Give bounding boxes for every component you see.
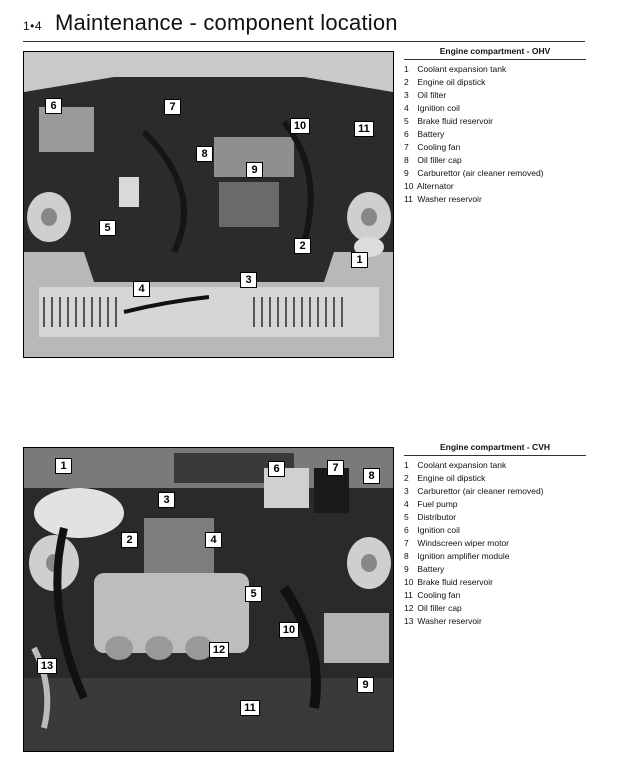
- cvh-callout-oil-dipstick: 2: [121, 532, 138, 548]
- ohv-engine-illustration: [24, 52, 393, 357]
- cvh-callout-fuel-pump: 4: [205, 532, 222, 548]
- cvh-callout-brake-fluid-reservoir: 10: [279, 622, 299, 638]
- cvh-callout-oil-filler-cap: 12: [209, 642, 229, 658]
- legend-item: 10 Brake fluid reservoir: [404, 577, 493, 587]
- legend-item: 10 Alternator: [404, 181, 454, 191]
- ohv-callout-coolant-tank: 1: [351, 252, 368, 268]
- ohv-engine-photo: [23, 51, 394, 358]
- legend-item: 9 Battery: [404, 564, 445, 574]
- cvh-legend-title: Engine compartment - CVH: [404, 442, 586, 456]
- ohv-callout-oil-dipstick: 2: [294, 238, 311, 254]
- legend-item: 11 Washer reservoir: [404, 194, 482, 204]
- legend-item: 6 Battery: [404, 129, 445, 139]
- cvh-callout-coolant-tank: 1: [55, 458, 72, 474]
- legend-item: 12 Oil filler cap: [404, 603, 462, 613]
- legend-item: 11 Cooling fan: [404, 590, 461, 600]
- ohv-callout-washer-reservoir: 11: [354, 121, 374, 137]
- ohv-callout-battery: 6: [45, 98, 62, 114]
- cvh-callout-cooling-fan: 11: [240, 700, 260, 716]
- legend-item: 4 Ignition coil: [404, 103, 460, 113]
- legend-item: 1 Coolant expansion tank: [404, 64, 507, 74]
- page-title: Maintenance - component location: [55, 10, 398, 35]
- legend-item: 2 Engine oil dipstick: [404, 473, 486, 483]
- ohv-callout-oil-filter: 3: [240, 272, 257, 288]
- legend-item: 1 Coolant expansion tank: [404, 460, 507, 470]
- cvh-callout-amplifier-module: 8: [363, 468, 380, 484]
- legend-item: 2 Engine oil dipstick: [404, 77, 486, 87]
- ohv-callout-carburettor: 9: [246, 162, 263, 178]
- cvh-legend: [404, 442, 586, 628]
- cvh-callout-washer-reservoir: 13: [37, 658, 57, 674]
- legend-item: 5 Distributor: [404, 512, 457, 522]
- legend-item: 9 Carburettor (air cleaner removed): [404, 168, 544, 178]
- legend-item: 7 Cooling fan: [404, 142, 461, 152]
- ohv-callout-cooling-fan: 7: [164, 99, 181, 115]
- cvh-engine-photo: [23, 447, 394, 752]
- cvh-callout-wiper-motor: 7: [327, 460, 344, 476]
- legend-item: 3 Carburettor (air cleaner removed): [404, 486, 544, 496]
- legend-item: 8 Ignition amplifier module: [404, 551, 510, 561]
- ohv-callout-oil-filler-cap: 8: [196, 146, 213, 162]
- cvh-callout-battery: 9: [357, 677, 374, 693]
- ohv-callout-ignition-coil: 4: [133, 281, 150, 297]
- cvh-callout-distributor: 5: [245, 586, 262, 602]
- cvh-callout-ignition-coil: 6: [268, 461, 285, 477]
- legend-item: 3 Oil filter: [404, 90, 447, 100]
- ohv-legend: [404, 46, 586, 206]
- legend-item: 4 Fuel pump: [404, 499, 458, 509]
- legend-item: 8 Oil filler cap: [404, 155, 462, 165]
- header-rule: [23, 41, 585, 42]
- legend-item: 7 Windscreen wiper motor: [404, 538, 510, 548]
- legend-item: 6 Ignition coil: [404, 525, 460, 535]
- legend-item: 5 Brake fluid reservoir: [404, 116, 493, 126]
- ohv-callout-alternator: 10: [290, 118, 310, 134]
- ohv-legend-title: Engine compartment - OHV: [404, 46, 586, 60]
- legend-item: 13 Washer reservoir: [404, 616, 482, 626]
- ohv-callout-brake-fluid-reservoir: 5: [99, 220, 116, 236]
- page-number: 1•4: [23, 19, 43, 33]
- cvh-engine-illustration: [24, 448, 393, 751]
- cvh-callout-carburettor: 3: [158, 492, 175, 508]
- page-header: [23, 8, 585, 38]
